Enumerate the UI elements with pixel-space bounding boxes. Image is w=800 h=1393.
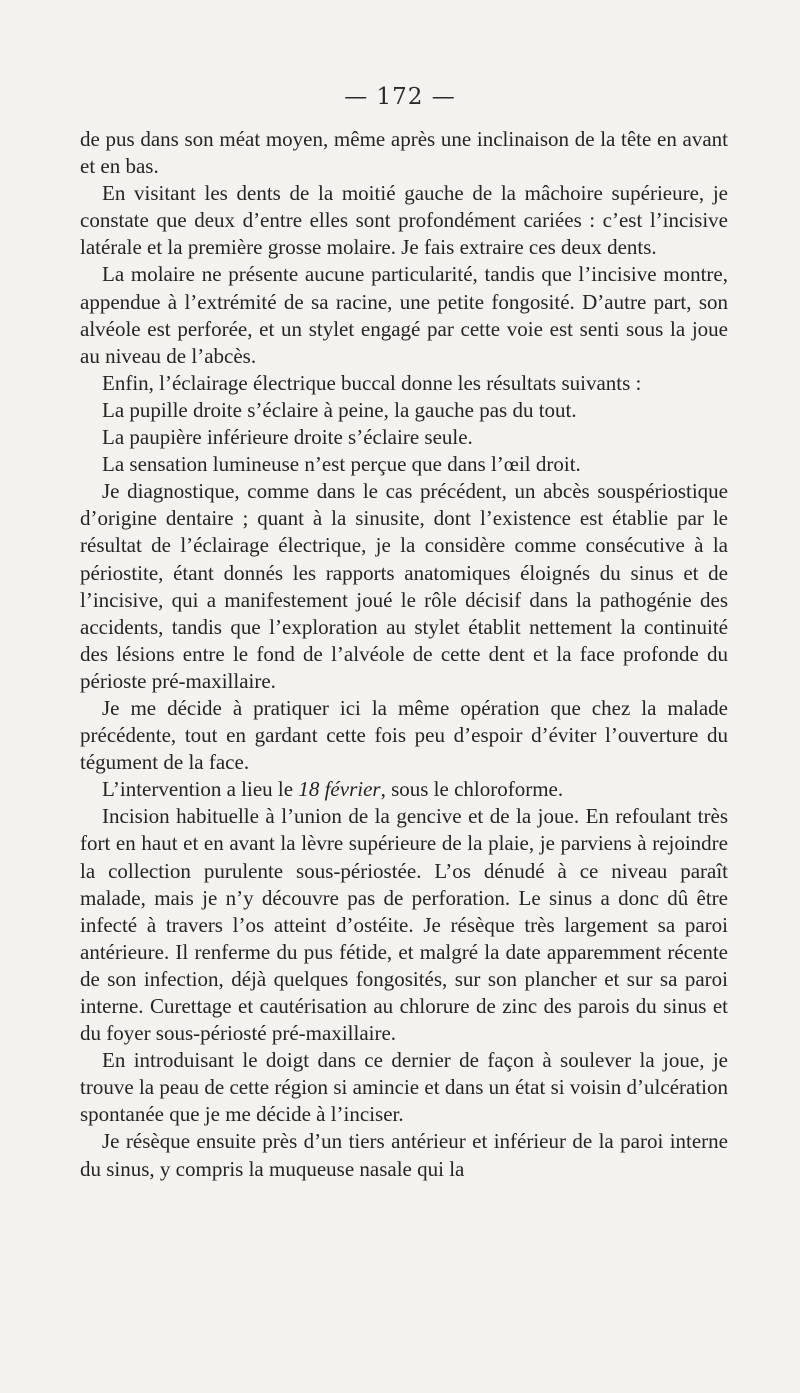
paragraph-12: En introduisant le doigt dans ce dernier de façon à soulever la joue, je trouve la peau de cette région si amincie et dans un état si voisin d’ulcération spontanée que je me décide à l’inciser. xyxy=(80,1048,728,1127)
page-number: — 172 — xyxy=(344,84,456,110)
paragraph-10-after: , sous le chloroforme. xyxy=(380,777,564,802)
paragraph-6: La paupière inférieure droite s’éclaire seule. xyxy=(102,425,473,450)
paragraph-8: Je diagnostique, comme dans le cas précédent, un abcès souspériostique d’origine dentaire ; quant à la sinusite, dont l’existence est établie par le résultat de l’éclairage électrique, je la considère comme consécutive à la périostite, étant donnés les rapports anatomiques éloignés du sinus et de l’incisive, qui a manifestement joué le rôle décisif dans la pathogénie des accidents, tandis que l’exploration au stylet établit nettement la continuité des lésions entre le fond de l’alvéole de cette dent et la face profonde du périoste pré-maxillaire. xyxy=(80,479,728,693)
body-text xyxy=(80,126,728,1183)
paragraph-11: Incision habituelle à l’union de la gencive et de la joue. En refoulant très fort en haut et en avant la lèvre supérieure de la plaie, je parviens à rejoindre la collection purulente sous-périostée. L’os dénudé à ce niveau paraît malade, mais je n’y découvre pas de perforation. Le sinus a donc dû être infecté à travers l’os atteint d’ostéite. Je résèque très largement sa paroi antérieure. Il renferme du pus fétide, et malgré la date apparemment récente de son infection, déjà quelques fongosités, sur son plancher et sur sa paroi interne. Curettage et cautérisation au chlorure de zinc des parois du sinus et du foyer sous-périosté pré-maxillaire. xyxy=(80,804,728,1046)
paragraph-4: Enfin, l’éclairage électrique buccal donne les résultats suivants : xyxy=(102,370,642,395)
paragraph-13: Je résèque ensuite près d’un tiers antérieur et inférieur de la paroi interne du sinus, y compris la muqueuse nasale qui la xyxy=(80,1129,728,1181)
paragraph-10 xyxy=(80,776,728,803)
paragraph-1: de pus dans son méat moyen, même après une inclinaison de la tête en avant et en bas. xyxy=(80,127,728,179)
paragraph-5: La pupille droite s’éclaire à peine, la gauche pas du tout. xyxy=(102,397,577,422)
paragraph-9: Je me décide à pratiquer ici la même opération que chez la malade précédente, tout en gardant cette fois peu d’espoir d’éviter l’ouverture du tégument de la face. xyxy=(80,695,728,775)
paragraph-7: La sensation lumineuse n’est perçue que dans l’œil droit. xyxy=(102,452,581,477)
paragraph-10-before: L’intervention a lieu le xyxy=(102,777,299,802)
paragraph-2: En visitant les dents de la moitié gauche de la mâchoire supérieure, je constate que deux d’entre elles sont profondément cariées : c’est l’incisive latérale et la première grosse molaire. Je fais extraire ces deux dents. xyxy=(80,181,728,260)
paragraph-3: La molaire ne présente aucune particularité, tandis que l’incisive montre, appendue à l’extrémité de sa racine, une petite fongosité. D’autre part, son alvéole est perforée, et un stylet engagé par cette voie est senti sous la joue au niveau de l’abcès. xyxy=(80,262,728,368)
operation-date: 18 février xyxy=(298,777,381,802)
